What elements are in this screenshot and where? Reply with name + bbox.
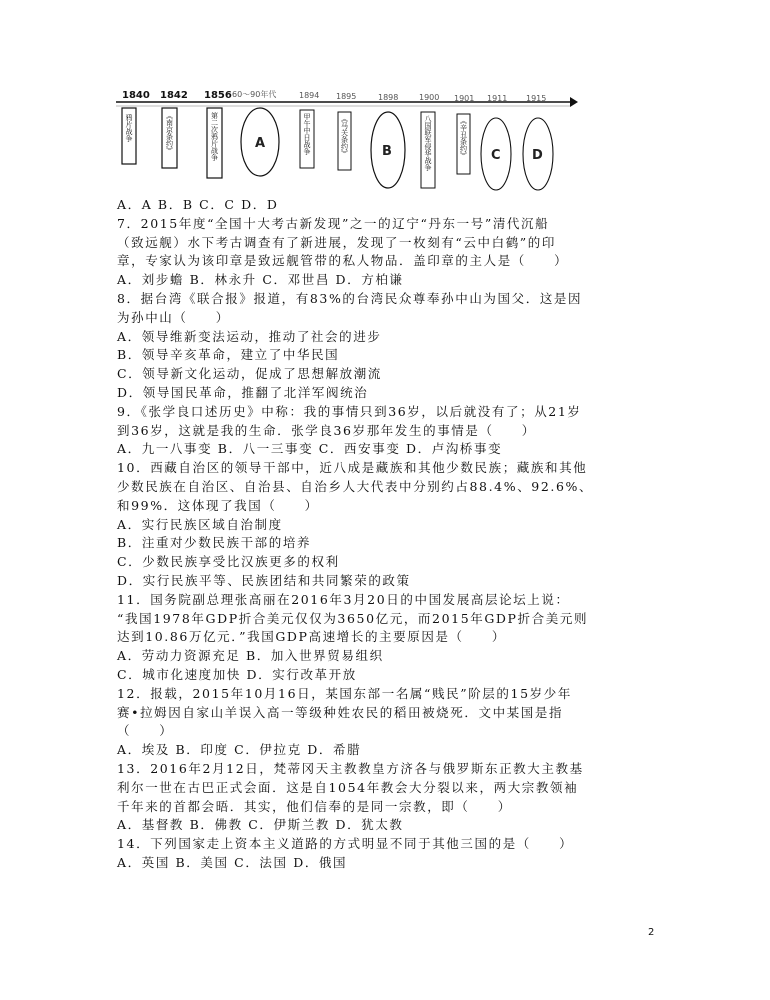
timeline-year: 1894	[299, 91, 320, 100]
event-label: 八国联军侵华战争	[424, 115, 432, 171]
timeline-year: 1840	[122, 90, 150, 101]
page-number: 2	[648, 927, 655, 938]
timeline-figure	[112, 80, 578, 202]
text-line: A．刘步蟾 B．林永升 C．邓世昌 D．方柏谦	[117, 272, 404, 288]
question-text	[117, 196, 657, 873]
text-line: 赛•拉姆因自家山羊误入高一等级种姓农民的稻田被烧死．文中某国是指	[117, 704, 564, 720]
text-line: （ ）	[117, 723, 174, 739]
text-line: A．埃及 B．印度 C．伊拉克 D．希腊	[117, 742, 362, 758]
timeline-year: 1915	[526, 94, 547, 103]
text-line: （致远舰）水下考古调查有了新进展，发现了一枚刻有“云中白鹤”的印	[117, 234, 556, 250]
text-line: 10．西藏自治区的领导干部中，近八成是藏族和其他少数民族；藏族和其他	[117, 460, 588, 476]
text-line: 少数民族在自治区、自治县、自治乡人大代表中分别约占88.4%、92.6%、	[117, 478, 594, 494]
text-line: 到36岁，这就是我的生命．张学良36岁那年发生的事情是（ ）	[117, 422, 536, 438]
timeline-year: 1842	[160, 90, 188, 101]
text-line: 9．《张学良口述历史》中称：我的事情只到36岁，以后就没有了；从21岁	[117, 403, 582, 419]
event-label: 《南京条约》	[165, 112, 174, 154]
event-label: 鸦片战争	[125, 114, 133, 142]
arrow-head-icon	[570, 97, 578, 107]
text-line: C．少数民族享受比汉族更多的权利	[117, 554, 340, 570]
timeline-svg	[112, 80, 578, 202]
timeline-year: 1856	[204, 90, 232, 101]
text-line: B．领导辛亥革命，建立了中华民国	[117, 347, 340, 363]
event-label: 《马关条约》	[340, 115, 349, 157]
text-line: 8．据台湾《联合报》报道，有83%的台湾民众尊奉孙中山为国父．这是因	[117, 290, 583, 306]
text-line: 13．2016年2月12日，梵蒂冈天主教教皇方济各与俄罗斯东正教大主教基	[117, 760, 584, 776]
event-letter: D	[532, 148, 543, 163]
event-letter: C	[491, 148, 501, 163]
text-line: A．实行民族区域自治制度	[117, 516, 283, 532]
text-line: C．城市化速度加快 D．实行改革开放	[117, 666, 357, 682]
text-line: D．领导国民革命，推翻了北洋军阀统治	[117, 384, 369, 400]
text-line: C．领导新文化运动，促成了思想解放潮流	[117, 366, 382, 382]
text-line: 7．2015年度“全国十大考古新发现”之一的辽宁“丹东一号”清代沉船	[117, 215, 550, 231]
timeline-year: 1898	[378, 93, 399, 102]
timeline-year: 1901	[454, 94, 475, 103]
text-line: 达到10.86万亿元．”我国GDP高速增长的主要原因是（ ）	[117, 629, 506, 645]
text-line: A．基督教 B．佛教 C．伊斯兰教 D．犹太教	[117, 817, 404, 833]
text-line: 为孙中山（ ）	[117, 309, 230, 325]
text-line: A．英国 B．美国 C．法国 D．俄国	[117, 854, 348, 870]
timeline-year: 1895	[336, 92, 357, 101]
text-line: A．九一八事变 B．八一三事变 C．西安事变 D．卢沟桥事变	[117, 441, 503, 457]
timeline-year: 1911	[487, 94, 508, 103]
text-line: B．注重对少数民族干部的培养	[117, 535, 312, 551]
text-line: A．A B．B C．C D．D	[117, 197, 279, 212]
text-line: 12．报载，2015年10月16日，某国东部一名属“贱民”阶层的15岁少年	[117, 685, 572, 701]
event-label: 甲午中日战争	[303, 113, 311, 155]
timeline-year: 60～90年代	[232, 90, 277, 99]
text-line: 和99%．这体现了我国（ ）	[117, 497, 319, 513]
text-line: D．实行民族平等、民族团结和共同繁荣的政策	[117, 572, 411, 588]
text-line: 千年来的首都会晤．其实，他们信奉的是同一宗教，即（ ）	[117, 798, 512, 814]
text-line: 14．下列国家走上资本主义道路的方式明显不同于其他三国的是（ ）	[117, 836, 574, 852]
text-line: 11．国务院副总理张高丽在2016年3月20日的中国发展高层论坛上说：	[117, 591, 570, 607]
text-line: 章，专家认为该印章是致远舰管带的私人物品．盖印章的主人是（ ）	[117, 253, 569, 269]
text-line: 利尔一世在古巴正式会面．这是自1054年教会大分裂以来，两大宗教领袖	[117, 779, 579, 795]
timeline-year: 1900	[419, 93, 440, 102]
text-line: A．领导维新变法运动，推动了社会的进步	[117, 328, 382, 344]
event-letter: B	[382, 144, 392, 159]
event-label: 第二次鸦片战争	[210, 112, 219, 161]
text-line: “我国1978年GDP折合美元仅仅为3650亿元，而2015年GDP折合美元则	[117, 610, 589, 626]
event-letter: A	[255, 136, 266, 151]
text-line: A．劳动力资源充足 B．加入世界贸易组织	[117, 648, 384, 664]
event-label: 《辛丑条约》	[459, 117, 468, 159]
